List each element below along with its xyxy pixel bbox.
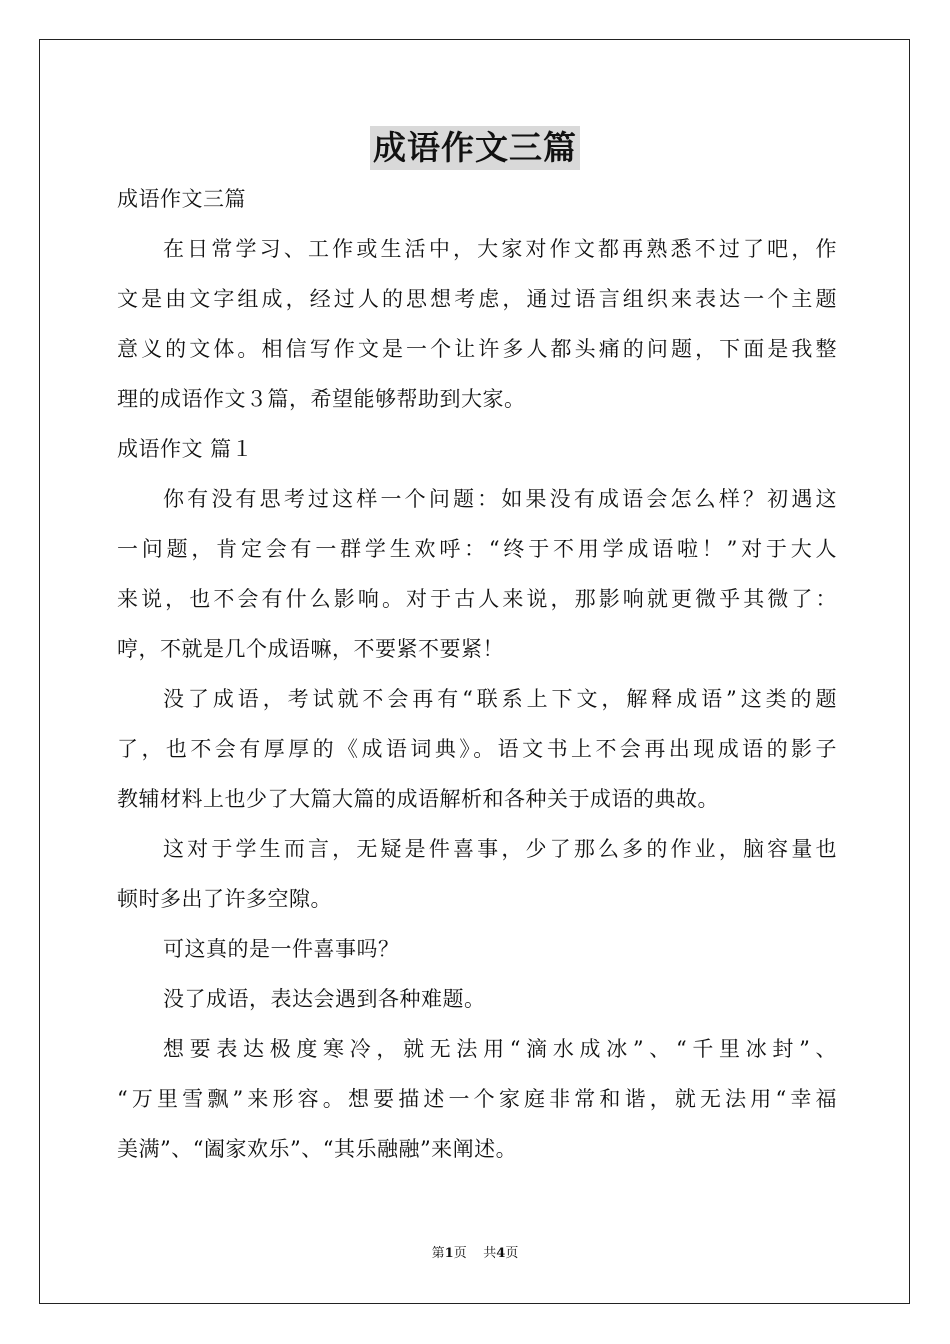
paragraph-line: 美满”、“阖家欢乐”、“其乐融融”来阐述。	[117, 1137, 518, 1161]
paragraph-line: 没了成语，表达会遇到各种难题。	[163, 987, 486, 1011]
paragraph-line: 理的成语作文３篇，希望能够帮助到大家。	[117, 387, 526, 411]
paragraph-line: 顿时多出了许多空隙。	[117, 887, 332, 911]
footer-total-prefix: 共	[483, 1246, 497, 1261]
paragraph-line: 了，也不会有厚厚的《成语词典》。语文书上不会再出现成语的影子	[117, 737, 837, 761]
paragraph-line: 你有没有思考过这样一个问题：如果没有成语会怎么样？初遇这	[163, 487, 837, 511]
section-heading: 成语作文 篇１	[117, 437, 254, 461]
footer-total-suffix: 页	[505, 1246, 519, 1261]
document-title	[0, 126, 950, 170]
paragraph-line: 可这真的是一件喜事吗？	[163, 937, 400, 961]
paragraph-line: 哼，不就是几个成语嘛，不要紧不要紧！	[117, 637, 504, 661]
paragraph-line: “万里雪飘”来形容。想要描述一个家庭非常和谐，就无法用“幸福	[117, 1087, 837, 1111]
footer-prefix: 第	[431, 1246, 445, 1261]
subtitle-line: 成语作文三篇	[117, 187, 246, 211]
paragraph-line: 教辅材料上也少了大篇大篇的成语解析和各种关于成语的典故。	[117, 787, 719, 811]
document-title-text: 成语作文三篇	[370, 126, 580, 170]
page-footer	[0, 1244, 950, 1264]
paragraph-line: 来说，也不会有什么影响。对于古人来说，那影响就更微乎其微了：	[117, 587, 837, 611]
footer-total-pages: 4	[496, 1246, 506, 1261]
footer-page-suffix: 页	[453, 1246, 467, 1261]
footer-page-number: 1	[444, 1246, 454, 1261]
paragraph-line: 这对于学生而言，无疑是件喜事，少了那么多的作业，脑容量也	[163, 837, 837, 861]
paragraph-line: 意义的文体。相信写作文是一个让许多人都头痛的问题，下面是我整	[117, 337, 837, 361]
page-border	[39, 39, 910, 1304]
paragraph-line: 一问题，肯定会有一群学生欢呼：“终于不用学成语啦！”对于大人	[117, 537, 837, 561]
paragraph-line: 没了成语，考试就不会再有“联系上下文，解释成语”这类的题	[163, 687, 837, 711]
paragraph-line: 文是由文字组成，经过人的思想考虑，通过语言组织来表达一个主题	[117, 287, 837, 311]
paragraph-line: 想要表达极度寒冷，就无法用“滴水成冰”、“千里冰封”、	[163, 1037, 837, 1061]
paragraph-line: 在日常学习、工作或生活中，大家对作文都再熟悉不过了吧，作	[163, 237, 837, 261]
